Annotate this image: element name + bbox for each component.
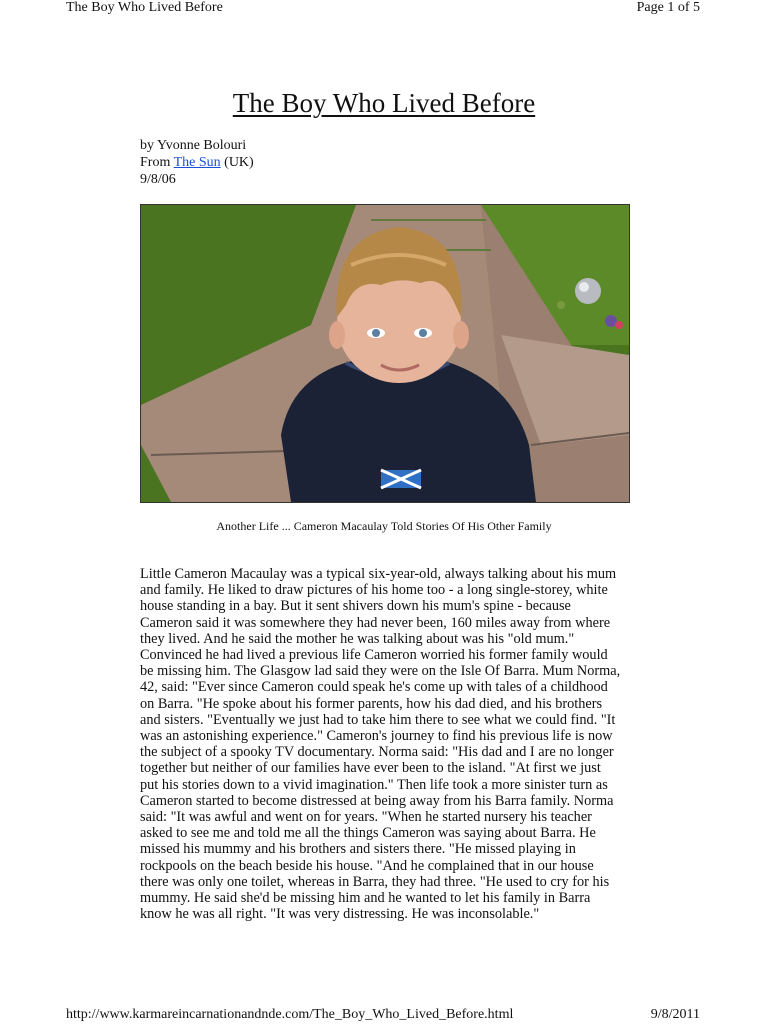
footer-date: 9/8/2011 — [650, 1007, 700, 1022]
article-body: Little Cameron Macaulay was a typical six-year-old, always talking about his mum and family. He liked to draw pictures of his home too - a long single-storey, white house standing in a bay. But it sent shivers down his mum's spine - because Cameron said it was somewhere they had never been, 160 miles away from where they lived. And he said the mother he was talking about was his "old mum." Convinced he had lived a previous life Cameron worried his former family would be missing him. The Glasgow lad said they were on the Isle Of Barra. Mum Norma, 42, said: "Ever since Cameron could speak he's come up with tales of a childhood on Barra. "He spoke about his former parents, how his dad died, and his brothers and sisters. "Eventually we just had to take him there to see what we could find. "It was an astonishing experience." Cameron's journey to find his previous life is now the subject of a spooky TV documentary. Norma said: "His dad and I are no longer together but neither of our families have ever been to the island. "At first we just put his stories down to a vivid imagination." Then life took a more sinister turn as Cameron started to become distressed at being away from his Barra family. Norma said: "It was awful and went on for years. "When he started nursery his teacher asked to see me and told me all the things Cameron was saying about Barra. He missed his mummy and his brothers and sisters there. "He missed playing in rockpools on the beach beside his house. "And he complained that in our house there was only one toilet, whereas in Barra, they had three. "He used to cry for his mummy. He said she'd be missing him and he wanted to let his family in Barra know he was all right. "It was very distressing. He was inconsolable." — [140, 566, 621, 923]
photo-caption: Another Life ... Cameron Macaulay Told Stories Of His Other Family — [216, 519, 552, 533]
source-prefix: From — [140, 155, 174, 170]
page-number: Page 1 of 5 — [636, 0, 700, 15]
source-suffix: (UK) — [220, 155, 254, 170]
article-photo — [140, 204, 630, 503]
article-title: The Boy Who Lived Before — [232, 88, 536, 118]
footer-url: http://www.karmareincarnationandnde.com/The_Boy_Who_Lived_Before.html — [66, 1007, 514, 1022]
page-header-title: The Boy Who Lived Before — [66, 0, 223, 15]
byline-block — [140, 137, 254, 188]
source-link[interactable]: The Sun — [173, 155, 221, 170]
article-date: 9/8/06 — [140, 172, 176, 187]
photo-boy-icon — [141, 205, 629, 502]
author: by Yvonne Bolouri — [140, 138, 247, 153]
source-line — [140, 154, 254, 171]
